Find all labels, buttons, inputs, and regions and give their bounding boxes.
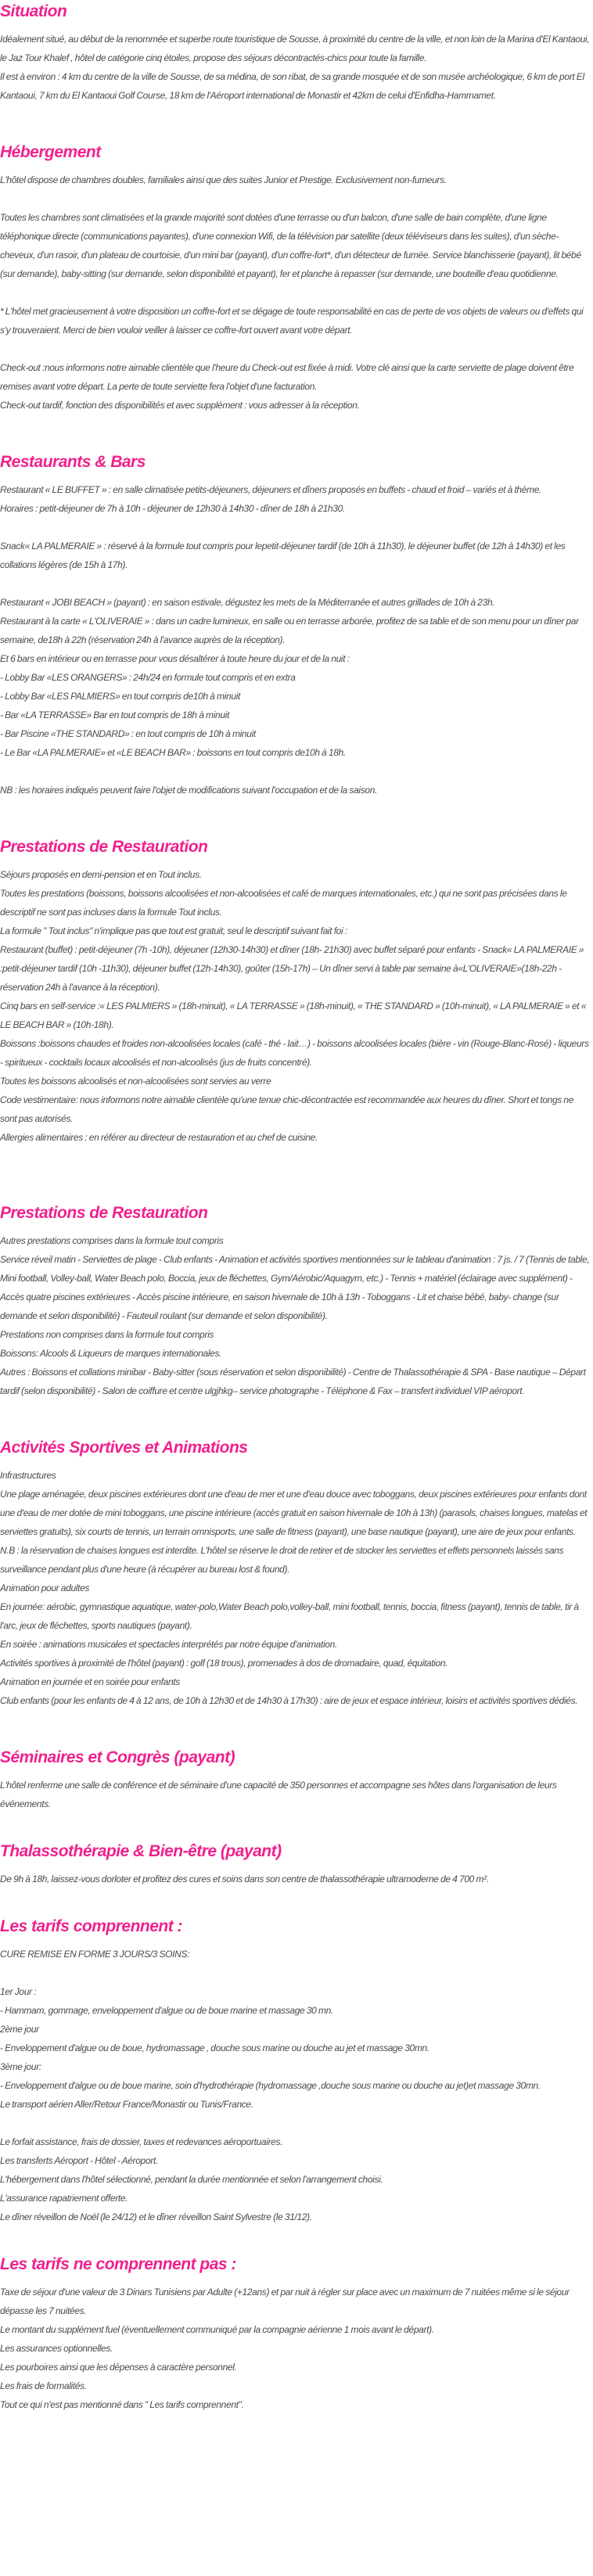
bar-item: - Lobby Bar «LES PALMIERS» en tout compris de10h à minuit — [0, 691, 241, 702]
paragraph: La formule " Tout inclus" n'implique pas que tout est gratuit, seul le descriptif suivant fait foi : — [0, 925, 347, 936]
paragraph: Idéalement situé, au début de la renommée et superbe route touristique de Sousse, à proximité du centre de la ville, et non loin de la Marina d'El Kantaoui, le Jaz Tour Khalef , hôtel de catégorie cinq étoiles, propose des séjours décontractés-chics pour toute la famille. — [0, 34, 590, 63]
section-seminaires — [0, 1748, 591, 1813]
bar-item: - Lobby Bar «LES ORANGERS» : 24h/24 en formule tout compris et en extra — [0, 672, 296, 683]
paragraph: 1er Jour : — [0, 1986, 37, 1997]
note: NB : les horaires indiqués peuvent faire l'objet de modifications suivant l'occupation et de la saison. — [0, 785, 378, 796]
paragraph: Animation pour adultes — [0, 1583, 90, 1593]
section-restaurants-bars — [0, 452, 591, 799]
section-title: Séminaires et Congrès (payant) — [0, 1748, 235, 1766]
paragraph: Le transport aérien Aller/Retour France/Monastir ou Tunis/France. — [0, 2099, 253, 2110]
section-title: Les tarifs comprennent : — [0, 1917, 183, 1935]
paragraph: Restaurant (buffet) : petit-déjeuner (7h -10h), déjeuner (12h30-14h30) et dîner (18h- 21h30) avec buffet séparé pour enfants - Snack« LA PALMERAIE » :petit-déjeuner tardif (10h -11h30), déjeuner buffet (12h-14h30), goûter (15h-17h) – Un dîner servi à table par semaine à«L'OLIVERAIE»(18h-22h - réservation 24h à l'avance à la réception). — [0, 944, 584, 993]
paragraph: - Hammam, gommage, enveloppement d'algue ou de boue marine et massage 30 mn. — [0, 2005, 333, 2016]
paragraph: - Enveloppement d'algue ou de boue, hydromassage , douche sous marine ou douche au jet et massage 30mn. — [0, 2042, 429, 2053]
paragraph: 3ème jour: — [0, 2061, 41, 2072]
paragraph: Le montant du supplément fuel (éventuellement communiqué par la compagnie aérienne 1 mois avant le départ). — [0, 2324, 434, 2335]
paragraph: Taxe de séjour d'une valeur de 3 Dinars Tunisiens par Adulte (+12ans) et par nuit à régler sur place avec un maximum de 7 nuitées même si le séjour dépasse les 7 nuitées. — [0, 2287, 570, 2316]
paragraph: Toutes les prestations (boissons, boissons alcoolisées et non-alcoolisées et café de marques internationales, etc.) qui ne sont pas précisées dans le descriptif ne sont pas incluses dans la formule Tout inclus. — [0, 888, 567, 918]
paragraph: Restaurant « JOBI BEACH » (payant) : en saison estivale, dégustez les mets de la Méditerranée et autres grillades de 10h à 23h. — [0, 597, 495, 608]
paragraph: Check-out tardif, fonction des disponibilités et avec supplément : vous adresser à la réception. — [0, 400, 360, 411]
paragraph: Les transferts Aéroport - Hôtel - Aéroport. — [0, 2155, 158, 2166]
section-title: Les tarifs ne comprennent pas : — [0, 2255, 236, 2273]
paragraph: 2ème jour — [0, 2024, 39, 2035]
safe-footnote: * L'hôtel met gracieusement à votre disposition un coffre-fort et se dégage de toute responsabilité en cas de perte de vos objets de valeurs ou d'effets qui s'y trouveraient. Merci de bien vouloir veiller à laisser ce coffre-fort ouvert avant votre départ. — [0, 306, 584, 336]
paragraph: Toutes les chambres sont climatisées et la grande majorité sont dotées d'une terrasse ou d'un balcon, d'une salle de bain complète, d'une ligne téléphonique directe (communications payantes), d'une connexion Wifi, de la télévision par satellite (deux téléviseurs dans les suites), d'un sèche-cheveux, d'un rasoir, d'un plateau de courtoisie, d'un mini bar (payant), d'un coffre-fort*, d'un détecteur de fumée. Service blanchisserie (payant), lit bébé (sur demande), baby-sitting (sur demande, selon disponibilité et payant), fer et planche à repasser (sur demande, une bouteille d'eau quotidienne. — [0, 212, 581, 279]
paragraph: Les pourboires ainsi que les dépenses à caractère personnel. — [0, 2362, 237, 2373]
section-title: Restaurants & Bars — [0, 453, 146, 471]
paragraph: Autres prestations comprises dans la formule tout compris — [0, 1235, 224, 1246]
paragraph: L'hébergement dans l'hôtel sélectionné, pendant la durée mentionnée et selon l'arrangement choisi. — [0, 2174, 383, 2185]
paragraph: L'hôtel renferme une salle de conférence et de séminaire d'une capacité de 350 personnes et accompagne ses hôtes dans l'organisation de leurs événements. — [0, 1780, 557, 1809]
paragraph: Le forfait assistance, frais de dossier, taxes et redevances aéroportuaires. — [0, 2136, 283, 2147]
section-title: Thalassothérapie & Bien-être (payant) — [0, 1842, 282, 1860]
paragraph: Cinq bars en self-service :« LES PALMIERS » (18h-minuit), « LA TERRASSE » (18h-minuit), « THE STANDARD » (10h-minuit), « LA PALMERAIE » et « LE BEACH BAR » (10h-18h). — [0, 1001, 587, 1030]
paragraph: En soirée : animations musicales et spectacles interprétés par notre équipe d'animation. — [0, 1639, 337, 1650]
paragraph: Boissons :boissons chaudes et froides non-alcoolisées locales (café - thé - lait…) - boissons alcoolisées locales (bière - vin (Rouge-Blanc-Rosé) - liqueurs - spiritueux - cocktails locaux alcoolisés et non-alcoolisés (jus de fruits concentré). — [0, 1038, 589, 1068]
bar-item: - Bar «LA TERRASSE» Bar en tout compris de 18h à minuit — [0, 710, 229, 720]
paragraph: Club enfants (pour les enfants de 4 à 12 ans, de 10h à 12h30 et de 14h30 à 17h30) : aire de jeux et espace intérieur, loisirs et activités sportives dédiés. — [0, 1695, 578, 1706]
section-title: Situation — [0, 2, 67, 20]
paragraph: Et 6 bars en intérieur ou en terrasse pour vous désaltérer à toute heure du jour et de la nuit : — [0, 653, 350, 664]
paragraph: - Enveloppement d'algue ou de boue marine, soin d'hydrothérapie (hydromassage ,douche sous marine ou douche au jet)et massage 30mn. — [0, 2080, 541, 2091]
paragraph: Allergies alimentaires : en référer au directeur de restauration et au chef de cuisine. — [0, 1132, 318, 1143]
paragraph: Service réveil matin - Serviettes de plage - Club enfants - Animation et activités sportives mentionnées sur le tableau d'animation : 7 js. / 7 (Tennis de table, Mini football, Volley-ball, Water Beach polo, Boccia, jeux de fléchettes, Gym/Aérobic/Aquagym, etc.) - Tennis + matériel (éclairage avec supplément) - Accès quatre piscines extérieures - Accès piscine intérieure, en saison hivernale de 10h à 13h - Toboggans - Lit et chaise bébé, baby- change (sur demande et selon disponibilité) - Fauteuil roulant (sur demande et selon disponibilité). — [0, 1254, 590, 1321]
paragraph: Une plage aménagée, deux piscines extérieures dont une d'eau de mer et une d'eau douce avec toboggans, deux piscines extérieures pour enfants dont une d'eau de mer dotée de mini toboggans, une piscine intérieure (accès gratuit en saison hivernale de 10h à 13h) (parasols, chaises longues, matelas et serviettes gratuits), six courts de tennis, un terrain omnisports, une salle de fitness (payant), une base nautique (payant), une aire de jeux pour enfants. — [0, 1489, 588, 1537]
paragraph: L'assurance rapatriement offerte. — [0, 2193, 128, 2204]
paragraph: Il est à environ : 4 km du centre de la ville de Sousse, de sa médina, de son ribat, de sa grande mosquée et de son musée archéologique, 6 km de port El Kantaoui, 7 km du El Kantaoui Golf Course, 18 km de l'Aéroport international de Monastir et 42km de celui d'Enfidha-Hammamet. — [0, 71, 584, 101]
paragraph: L'hôtel dispose de chambres doubles, familiales ainsi que des suites Junior et Prestige. Exclusivement non-fumeurs. — [0, 174, 447, 185]
section-thalasso — [0, 1841, 591, 1888]
bar-item: - Le Bar «LA PALMERAIE» et «LE BEACH BAR» : boissons en tout compris de10h à 18h. — [0, 747, 346, 758]
section-title: Prestations de Restauration — [0, 1204, 208, 1222]
paragraph: Tout ce qui n'est pas mentionné dans " Les tarifs comprennent". — [0, 2399, 244, 2410]
section-autres-prestations — [0, 1203, 591, 1400]
section-tarifs-ne-comprennent-pas — [0, 2254, 591, 2414]
paragraph: CURE REMISE EN FORME 3 JOURS/3 SOINS: — [0, 1949, 190, 1960]
paragraph: Séjours proposés en demi-pension et en Tout inclus. — [0, 869, 202, 880]
section-tarifs-comprennent — [0, 1917, 591, 2226]
paragraph: Horaires : petit-déjeuner de 7h à 10h - déjeuner de 12h30 à 14h30 - dîner de 18h à 21h30. — [0, 503, 345, 514]
paragraph: N.B : la réservation de chaises longues est interdite. L'hôtel se réserve le droit de retirer et de stocker les serviettes et effets personnels laissés sans surveillance pendant plus d'une heure (à récupérer au bureau lost & found). — [0, 1545, 564, 1575]
section-prestations-restauration — [0, 837, 591, 1147]
paragraph: Activités sportives à proximité de l'hôtel (payant) : golf (18 trous), promenades à dos de dromadaire, quad, équitation. — [0, 1658, 448, 1669]
paragraph: Le dîner réveillon de Noël (le 24/12) et le dîner réveillon Saint Sylvestre (le 31/12). — [0, 2211, 312, 2222]
paragraph: Prestations non comprises dans la formule tout compris — [0, 1329, 214, 1340]
paragraph: Boissons: Alcools & Liqueurs de marques internationales. — [0, 1348, 222, 1359]
paragraph: En journée: aérobic, gymnastique aquatique, water-polo,Water Beach polo,volley-ball, mini football, tennis, boccia, fitness (payant), tennis de table, tir à l'arc, jeux de fléchettes, sports nautiques (payant). — [0, 1601, 579, 1631]
paragraph: Toutes les boissons alcoolisés et non-alcoolisées sont servies au verre — [0, 1076, 271, 1087]
section-title: Activités Sportives et Animations — [0, 1439, 248, 1457]
bar-item: - Bar Piscine «THE STANDARD» : en tout compris de 10h à minuit — [0, 728, 256, 739]
paragraph: Autres : Boissons et collations minibar - Baby-sitter (sous réservation et selon disponibilité) - Centre de Thalassothérapie & SPA - Base nautique – Départ tardif (selon disponibilité) - Salon de coiffure et centre ulgjhkg– service photographe - Téléphone & Fax – transfert individuel VIP aéroport. — [0, 1367, 586, 1396]
paragraph: Animation en journée et en soirée pour enfants — [0, 1676, 180, 1687]
paragraph: Les assurances optionnelles. — [0, 2343, 113, 2354]
paragraph: Restaurant « LE BUFFET » : en salle climatisée petits-déjeuners, déjeuners et dîners proposés en buffets - chaud et froid – variés et à thème. — [0, 484, 542, 495]
section-activites — [0, 1438, 591, 1710]
paragraph: De 9h à 18h, laissez-vous dorloter et profitez des cures et soins dans son centre de thalassothérapie ultramoderne de 4 700 m². — [0, 1874, 489, 1884]
paragraph: Infrastructures — [0, 1470, 56, 1481]
section-title: Hébergement — [0, 143, 101, 161]
section-hebergement — [0, 142, 591, 415]
paragraph: Les frais de formalités. — [0, 2380, 87, 2391]
paragraph: Code vestimentaire: nous informons notre aimable clientèle qu'une tenue chic-décontractée est recommandée aux heures du dîner. Short et tongs ne sont pas autorisés. — [0, 1094, 574, 1124]
paragraph: Snack« LA PALMERAIE » : réservé à la formule tout compris pour lepetit-déjeuner tardif (de 10h à 11h30), le déjeuner buffet (de 12h à 14h30) et les collations légères (de 15h à 17h). — [0, 541, 566, 570]
paragraph: Restaurant à la carte « L'OLIVERAIE » : dans un cadre lumineux, en salle ou en terrasse arborée, profitez de sa table et de son menu pour un dîner par semaine, de18h à 22h (réservation 24h à l'avance auprès de la réception). — [0, 616, 579, 645]
paragraph: Check-out :nous informons notre aimable clientèle que l'heure du Check-out est fixée à midi. Votre clé ainsi que la carte serviette de plage doivent être remises avant votre départ. La perte de toute serviette fera l'objet d'une facturation. — [0, 362, 574, 392]
section-situation — [0, 0, 591, 105]
section-title: Prestations de Restauration — [0, 838, 208, 856]
